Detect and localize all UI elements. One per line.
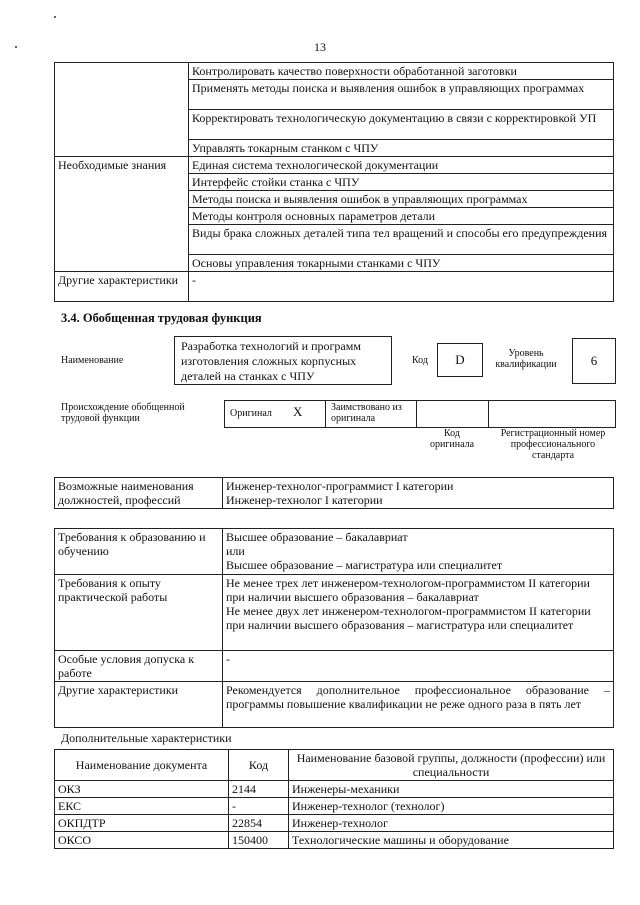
- origin-divider: [325, 400, 326, 427]
- original-label: Оригинал: [230, 408, 272, 419]
- scan-speck: [54, 16, 56, 18]
- requirement-line: Рекомендуется дополнительное профессиональное образование – программы повышение квалификации не реже одного раза в пять лет: [226, 683, 610, 711]
- name-cell: Инженер-технолог (технолог): [289, 798, 614, 815]
- row-value: Интерфейс стойки станка с ЧПУ: [189, 174, 614, 191]
- requirement-value: [223, 529, 614, 575]
- row-value: Методы поиска и выявления ошибок в управляющих программах: [189, 191, 614, 208]
- origin-divider: [416, 400, 417, 427]
- additional-table: [54, 749, 614, 849]
- requirement-line: Не менее двух лет инженером-технологом-программистом II категории при наличии высшего образования – магистратура или специалитет: [226, 604, 591, 632]
- table-row: [55, 478, 614, 509]
- requirement-label: Особые условия допуска к работе: [55, 651, 223, 682]
- requirement-line: или: [226, 544, 245, 558]
- doc-cell: ОКСО: [55, 832, 229, 849]
- function-name-box: [174, 336, 392, 385]
- borrowed-label: Заимствовано из оригинала: [331, 402, 402, 424]
- positions-label: Возможные наименования должностей, профессий: [55, 478, 223, 509]
- table-row: [55, 651, 614, 682]
- row-label: [55, 63, 189, 157]
- table-row: [55, 832, 614, 849]
- original-mark: X: [293, 404, 303, 419]
- position-item: Инженер-технолог I категории: [226, 493, 383, 507]
- table-row: [55, 575, 614, 651]
- level-box: [572, 338, 616, 384]
- doc-cell: ЕКС: [55, 798, 229, 815]
- table-row: [55, 798, 614, 815]
- row-value: Основы управления токарными станками с ЧПУ: [189, 255, 614, 272]
- requirement-line: Высшее образование – бакалавриат: [226, 530, 408, 544]
- doc-cell: ОКПДТР: [55, 815, 229, 832]
- header-name: Наименование базовой группы, должности (профессии) или специальности: [289, 750, 614, 781]
- row-value: Управлять токарным станком с ЧПУ: [189, 140, 614, 157]
- section-title: 3.4. Обобщенная трудовая функция: [61, 311, 262, 325]
- table-row: [55, 529, 614, 575]
- header-doc: Наименование документа: [55, 750, 229, 781]
- reg-number-caption: Регистрационный номер профессионального стандарта: [500, 428, 606, 461]
- origin-label: Происхождение обобщенной трудовой функции: [61, 402, 185, 424]
- row-value: -: [189, 272, 614, 302]
- code-cell: 22854: [229, 815, 289, 832]
- requirement-label: Требования к опыту практической работы: [55, 575, 223, 651]
- table-header-row: [55, 750, 614, 781]
- requirement-value: [223, 651, 614, 682]
- table-row: [55, 157, 614, 174]
- row-label: Необходимые знания: [55, 157, 189, 272]
- row-value: Виды брака сложных деталей типа тел вращений и способы его предупреждения: [189, 225, 614, 255]
- origin-divider: [488, 400, 489, 427]
- name-cell: Инженеры-механики: [289, 781, 614, 798]
- requirement-value: [223, 575, 614, 651]
- table-row: [55, 63, 614, 80]
- requirement-line: -: [226, 652, 230, 666]
- row-value: Методы контроля основных параметров детали: [189, 208, 614, 225]
- table-row: [55, 815, 614, 832]
- page-number: 13: [314, 40, 326, 54]
- requirement-line: Не менее трех лет инженером-технологом-программистом II категории при наличии высшего образования – бакалавриат: [226, 576, 590, 604]
- code-value: D: [455, 352, 465, 367]
- level-value: 6: [590, 353, 598, 368]
- name-cell: Технологические машины и оборудование: [289, 832, 614, 849]
- doc-cell: ОКЗ: [55, 781, 229, 798]
- requirements-table: [54, 528, 614, 728]
- table-row: [55, 781, 614, 798]
- requirement-label: Требования к образованию и обучению: [55, 529, 223, 575]
- name-cell: Инженер-технолог: [289, 815, 614, 832]
- function-name: Разработка технологий и программ изготовления сложных корпусных деталей на станках с ЧПУ: [181, 339, 361, 383]
- code-cell: -: [229, 798, 289, 815]
- positions-table: [54, 477, 614, 509]
- requirement-value: [223, 682, 614, 728]
- position-item: Инженер-технолог-программист I категории: [226, 479, 454, 493]
- row-value: Единая система технологической документации: [189, 157, 614, 174]
- positions-values: [223, 478, 614, 509]
- skills-knowledge-table: [54, 62, 614, 302]
- code-box: [437, 343, 483, 377]
- code-label: Код: [412, 355, 428, 366]
- requirement-label: Другие характеристики: [55, 682, 223, 728]
- row-value: Контролировать качество поверхности обработанной заготовки: [189, 63, 614, 80]
- additional-title: Дополнительные характеристики: [61, 731, 232, 745]
- code-original-caption: Код оригинала: [429, 428, 475, 450]
- row-value: Корректировать технологическую документацию в связи с корректировкой УП: [189, 110, 614, 140]
- table-row: [55, 272, 614, 302]
- code-cell: 150400: [229, 832, 289, 849]
- table-row: [55, 682, 614, 728]
- header-code: Код: [229, 750, 289, 781]
- code-cell: 2144: [229, 781, 289, 798]
- row-value: Применять методы поиска и выявления ошибок в управляющих программах: [189, 80, 614, 110]
- requirement-line: Высшее образование – магистратура или специалитет: [226, 558, 503, 572]
- origin-table: [224, 400, 616, 428]
- name-label: Наименование: [61, 355, 124, 366]
- level-label: Уровень квалификации: [495, 348, 557, 370]
- row-label: Другие характеристики: [55, 272, 189, 302]
